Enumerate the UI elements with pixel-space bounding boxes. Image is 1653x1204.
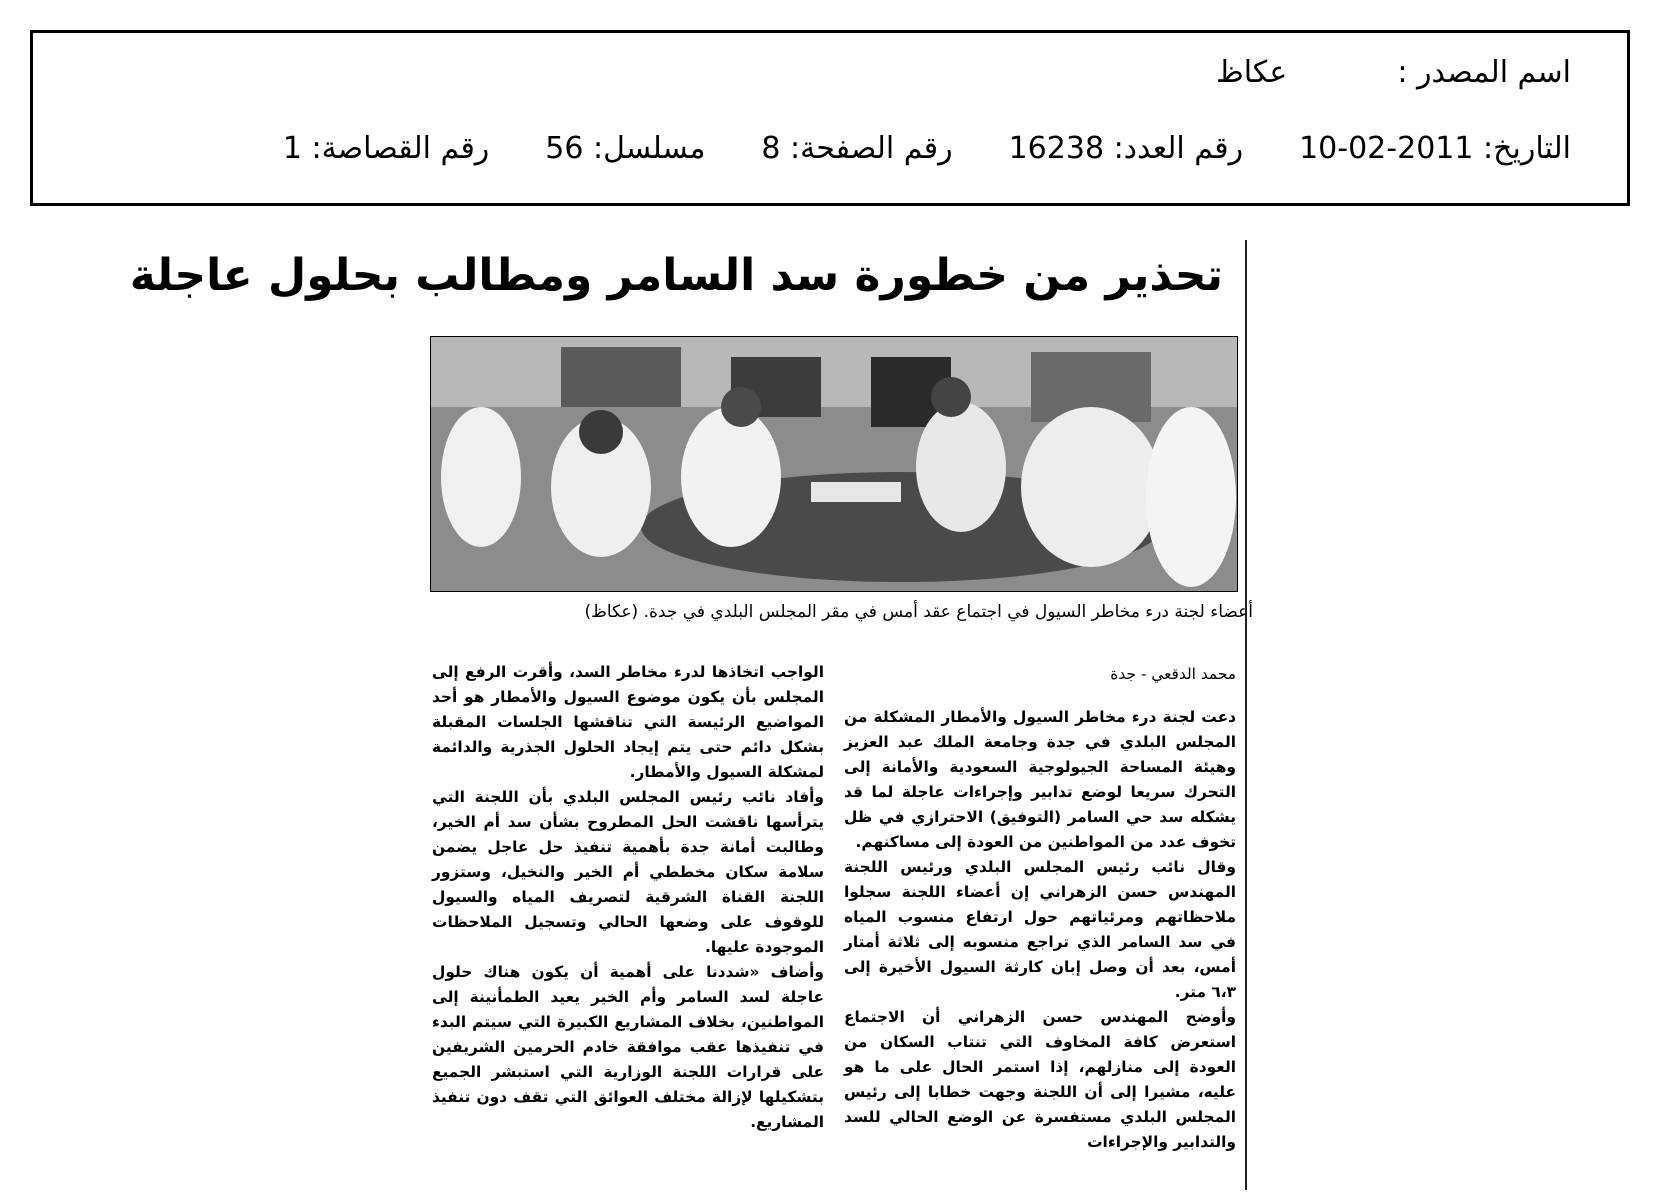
- paragraph: الواجب اتخاذها لدرء مخاطر السد، وأقرت الرفع إلى المجلس بأن يكون موضوع السيول والأمطار هو أحد المواضيع الرئيسة التي تناقشها الجلسات المقبلة بشكل دائم حتى يتم إيجاد الحلول الجذرية والدائمة لمشكلة السيول والأمطار.: [432, 663, 824, 781]
- date-field: [1299, 129, 1571, 169]
- article-headline: تحذير من خطورة سد السامر ومطالب بحلول عاجلة: [129, 250, 1223, 301]
- paragraph: وأفاد نائب رئيس المجلس البلدي بأن اللجنة التي يترأسها ناقشت الحل المطروح بشأن سد أم الخير، وطالبت أمانة جدة بأهمية تنفيذ حل عاجل يضمن سلامة سكان مخططي أم الخير والنخيل، وستزور اللجنة القناة الشرقية لتصريف المياه والسيول للوقوف على وضعها الحالي وتسجيل الملاحظات الموجودة عليها.: [432, 788, 824, 956]
- source-label: اسم المصدر :: [1397, 55, 1571, 90]
- issue-label: رقم العدد:: [1113, 131, 1244, 166]
- source-value: عكاظ: [1215, 55, 1288, 90]
- page-value: 8: [761, 131, 781, 166]
- byline: محمد الدقعي - جدة: [1110, 665, 1236, 683]
- article-column-left: [432, 660, 824, 1135]
- paragraph: وأضاف «شددنا على أهمية أن يكون هناك حلول عاجلة لسد السامر وأم الخير يعيد الطمأنينة إلى المواطنين، بخلاف المشاريع الكبيرة التي سيتم البدء في تنفيذها عقب موافقة خادم الحرمين الشريفين على قرارات اللجنة الوزارية التي استبشر الجميع بتشكيلها لإزالة مختلف العوائق التي تقف دون تنفيذ المشاريع.: [432, 963, 824, 1131]
- paragraph: وقال نائب رئيس المجلس البلدي ورئيس اللجنة المهندس حسن الزهراني إن أعضاء اللجنة سجلوا ملاحظاتهم ومرئياتهم حول ارتفاع منسوب المياه في سد السامر الذي تراجع منسوبه إلى ثلاثة أمتار أمس، بعد أن وصل إبان كارثة السيول الأخيرة إلى ٦،٣ متر.: [844, 858, 1236, 1001]
- column-divider: [1245, 240, 1247, 1190]
- clipping-header: [30, 30, 1630, 206]
- source-row: [1216, 53, 1571, 93]
- meeting-photo: [430, 336, 1238, 592]
- clip-field: [283, 129, 489, 169]
- photo-caption: أعضاء لجنة درء مخاطر السيول في اجتماع عقد أمس في مقر المجلس البلدي في جدة. (عكاظ): [584, 602, 1253, 622]
- article-column-right: [844, 662, 1236, 1155]
- issue-field: [1009, 129, 1243, 169]
- clip-label: رقم القصاصة:: [311, 131, 490, 166]
- page-field: [761, 129, 952, 169]
- clip-value: 1: [282, 131, 302, 166]
- paragraph: دعت لجنة درء مخاطر السيول والأمطار المشكلة من المجلس البلدي في جدة وجامعة الملك عبد العزيز وهيئة المساحة الجيولوجية السعودية والأمانة إلى التحرك سريعا لوضع تدابير وإجراءات عاجلة لما قد يشكله سد حي السامر (التوفيق) الاحترازي في ظل تخوف عدد من المواطنين من العودة إلى مساكنهم.: [844, 708, 1236, 851]
- date-value: 2011-02-10: [1299, 131, 1474, 166]
- issue-value: 16238: [1008, 131, 1105, 166]
- date-label: التاريخ:: [1483, 131, 1571, 166]
- serial-field: [545, 129, 705, 169]
- serial-value: 56: [545, 131, 584, 166]
- serial-label: مسلسل:: [593, 131, 706, 166]
- page-label: رقم الصفحة:: [790, 131, 953, 166]
- metadata-row: [283, 129, 1571, 169]
- paragraph: وأوضح المهندس حسن الزهراني أن الاجتماع استعرض كافة المخاوف التي تنتاب السكان من العودة إلى منازلهم، إذا استمر الحال على ما هو عليه، مشيرا إلى أن اللجنة وجهت خطابا إلى رئيس المجلس البلدي مستفسرة عن الوضع الحالي للسد والتدابير والإجراءات: [844, 1008, 1236, 1151]
